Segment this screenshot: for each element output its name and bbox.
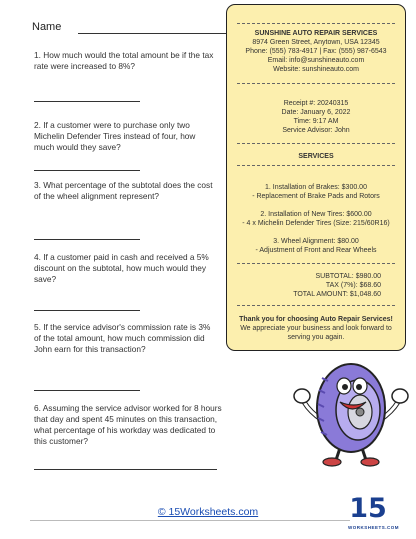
service-detail: - Replacement of Brake Pads and Rotors (252, 193, 380, 200)
divider (237, 143, 395, 144)
business-website: Website: sunshineauto.com (273, 66, 359, 73)
answer-line-4[interactable] (34, 310, 140, 311)
divider (237, 23, 395, 24)
logo-text: WORKSHEETS.COM (348, 525, 400, 530)
divider (237, 83, 395, 84)
answer-line-1[interactable] (34, 101, 140, 102)
thank-you-message: Thank you for choosing Auto Repair Services! (239, 316, 393, 323)
business-address: 8974 Green Street, Anytown, USA 12345 (252, 39, 380, 46)
tire-mascot-icon (292, 350, 410, 468)
receipt-time: Time: 9:17 AM (293, 118, 339, 125)
worksheets-logo (348, 493, 400, 534)
total-amount: TOTAL AMOUNT: $1,048.60 (293, 291, 381, 298)
divider (237, 305, 395, 306)
service-line: 3. Wheel Alignment: $80.00 (273, 238, 359, 245)
subtotal: SUBTOTAL: $980.00 (315, 273, 381, 280)
service-line: 1. Installation of Brakes: $300.00 (265, 184, 367, 191)
business-email: Email: info@sunshineauto.com (267, 57, 365, 64)
question-4: 4. If a customer paid in cash and received a 5% discount on the subtotal, how much would they save? (34, 252, 209, 284)
service-advisor: Service Advisor: John (282, 127, 350, 134)
question-5: 5. If the service advisor's commission rate is 3% of the total amount, how much commission did John earn for this transaction? (34, 322, 211, 354)
logo-number: 15 (349, 493, 387, 524)
divider (237, 263, 395, 264)
question-3: 3. What percentage of the subtotal does the cost of the wheel alignment represent? (34, 180, 213, 201)
services-heading: SERVICES (298, 153, 334, 160)
service-detail: - 4 x Michelin Defender Tires (Size: 215/60R16) (242, 220, 390, 227)
answer-line-2[interactable] (34, 170, 140, 171)
business-name: SUNSHINE AUTO REPAIR SERVICES (254, 30, 378, 37)
question-2: 2. If a customer were to purchase only two Michelin Defender Tires instead of four, how much would they save? (34, 120, 196, 152)
receipt-date: Date: January 6, 2022 (281, 109, 351, 116)
business-phone-fax: Phone: (555) 783-4917 | Fax: (555) 987-6543 (245, 48, 387, 55)
footer-divider (30, 520, 350, 521)
question-1: 1. How much would the total amount be if the tax rate were increased to 8%? (34, 50, 214, 71)
divider (237, 165, 395, 166)
service-detail: - Adjustment of Front and Rear Wheels (255, 247, 377, 254)
answer-line-5[interactable] (34, 390, 140, 391)
question-6: 6. Assuming the service advisor worked for 8 hours that day and spent 45 minutes on this transaction, what percentage of his workday was dedicated to this customer? (34, 403, 222, 446)
appreciation-message: We appreciate your business and look forward to serving you again. (240, 325, 392, 341)
tax: TAX (7%): $68.60 (325, 282, 381, 289)
receipt-number: Receipt #: 20240315 (283, 100, 349, 107)
service-line: 2. Installation of New Tires: $600.00 (260, 211, 372, 218)
answer-line-3[interactable] (34, 239, 140, 240)
name-field[interactable] (32, 20, 228, 36)
copyright-link[interactable]: © 15Worksheets.com (157, 506, 259, 518)
name-line[interactable] (78, 33, 228, 34)
answer-line-6[interactable] (34, 469, 217, 470)
name-label: Name (32, 21, 62, 33)
receipt-card (226, 4, 406, 351)
